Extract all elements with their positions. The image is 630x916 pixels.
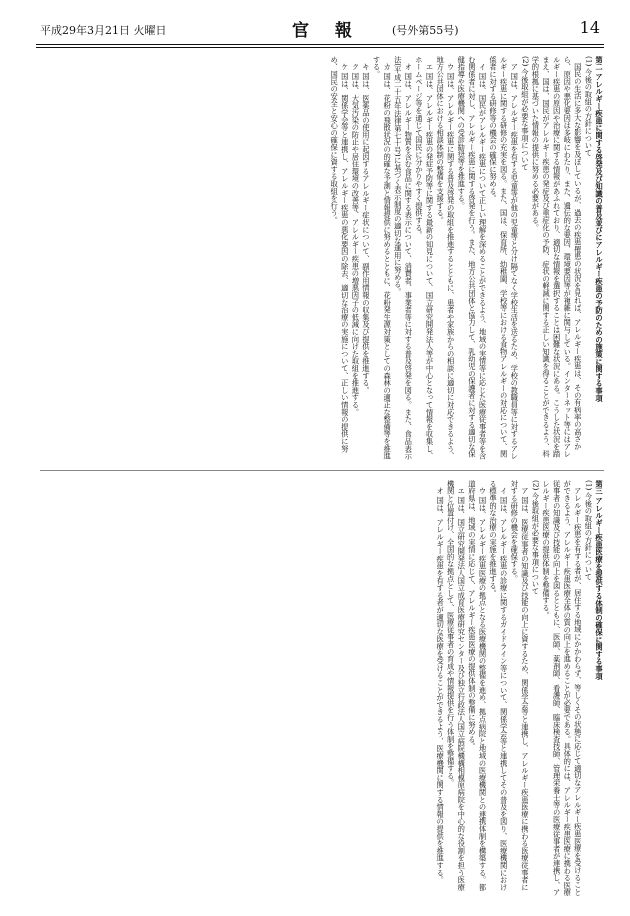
issue-number: (号外第55号) — [392, 24, 459, 37]
section-2-sub-u: ウ 国は、アレルギー疾患に関する普及啓発の取組を推進するとともに、患者や家族からの相談に適切に対応できるよう、地方公共団体における相談体制の整備を支援する。 — [436, 56, 456, 460]
upper-tier — [40, 56, 604, 464]
section-2-sub-a: ア 国は、アレルギー疾患を有する児童等が他の児童等と分け隔てなく学校生活を送るため、学校の教職員等に対するアレルギー疾患に関する研修の充実を図る。また、国は、保育所、幼稚園、学校等における食物アレルギーの対応について、関係者に対する研修等の機会の確保に努める。 — [489, 56, 520, 460]
section-2-column — [329, 56, 604, 464]
header-rule-bottom — [36, 47, 604, 48]
section-2-item-1-label: (1) 今後の取組の方針について — [584, 56, 594, 157]
section-2-sub-ku: ク 国は、大気汚染の防止や居住環境の改善等、アレルギー疾患の増悪因子の低減に向けた取組を推進する。 — [351, 63, 361, 417]
section-2-sub-ki: キ 国は、医薬品の使用に起因するアレルギー症状について、副作用情報の収集及び提供を推進する。 — [361, 63, 371, 395]
page-number: 14 — [579, 18, 600, 37]
gazette-title: 官 報 — [292, 21, 362, 41]
page-header — [0, 0, 630, 46]
section-3-sub-e: エ 国は、国立研究開発法人国立成育医療研究センター及び独立行政法人国立病院機構相模原病院を中心的な役割を担う医療機関と位置付け、全国的な拠点として、医療従事者の育成や情報提供を行う体制を整備する。 — [446, 480, 467, 892]
section-3-sub-a: ア 国は、医療従事者の知識及び技能の向上に資するため、関係学会等と連携し、アレルギー疾患医療に携わる医療従事者に対する研修の機会を確保する。 — [510, 480, 530, 892]
tier-divider — [40, 470, 604, 471]
header-rule-top — [36, 44, 604, 45]
section-3-sub-u: ウ 国は、アレルギー疾患医療の拠点となる医療機関の整備を進め、拠点病院と地域の医療機関との連携体制を構築する。都道府県は、地域の実情に応じて、アレルギー疾患医療の提供体制の整備に努める。 — [467, 480, 488, 892]
section-2-sub-ka: カ 国は、花粉の飛散状況の的確な予測と情報提供に努めるとともに、花粉発生源対策としての森林の適正な整備等を推進する。 — [372, 56, 393, 460]
issue-date: 平成29年3月21日 火曜日 — [40, 24, 167, 37]
page-body — [40, 56, 604, 898]
section-2-sub-e: エ 国は、アレルギー疾患の発症予防等に関する最新の知見について、国立研究開発法人等が中心となって情報を収集し、ホームページ等を通じて国民に分かりやすく提供する。 — [414, 56, 435, 460]
section-2-item-2-label: (2) 今後取組が必要な事項について — [520, 56, 530, 171]
section-2-item-1-text: 国民の生活に多大な影響を及ぼしているが、過去の疾患罹患の状況を見れば、アレルギー疾患は、その有病率の高さから、原因や悪化要因は多岐にわたり、また、遺伝的な要因、環境要因等が複雑に関与している。インターネット等にはアレルギー疾患の原因や治療に関する情報があふれており、適切な情報を選択することは困難な状況にある。こうした状況を踏まえ、国は、国民がアレルギー疾患の発症及び重症化の予防、症状の軽減に関する正しい知識を得ることができるよう、科学的根拠に基づいた情報の提供に努める必要がある。 — [531, 56, 583, 458]
section-3-column — [435, 480, 605, 898]
section-3-sub-o: オ 国は、アレルギー疾患を有する者が適切な医療を受けることができるよう、医療機関に関する情報の提供を推進する。 — [436, 487, 446, 884]
section-3-item-1-label: (1) 今後の取組の方針について — [584, 480, 594, 581]
section-2-sub-ke: ケ 国は、関係学会等と連携し、アレルギー疾患の悪化要因の除去、適切な治療の実施について、正しい情報の提供に努め、国民の安全と安心の確保に資する取組を行う。 — [330, 56, 350, 453]
lower-tier — [40, 480, 604, 898]
section-2-sub-o: オ 国は、アレルギー物質を含む食品に関する表示について、消費者、事業者等に対する普及啓発を図る。また、食品表示法(平成二十五年法律第七十号)に基づく表示制度の適切な運用に努める。 — [393, 56, 414, 460]
section-3-item-1-text: アレルギー疾患を有する者が、居住する地域にかかわらず、等しくその状態に応じて適切なアレルギー疾患医療を受けることができるよう、アレルギー疾患医療全体の質の向上を進めることが必要である。具体的には、アレルギー疾患医療に携わる医療従事者の知識及び技能の向上を図るとともに、医師、薬剤師、看護師、臨床検査技師、管理栄養士等の医療従事者が連携し、アレルギー疾患医療の提供体制を整備する。 — [542, 480, 583, 897]
section-3-title: 第三 アレルギー疾患医療を提供する体制の確保に関する事項 — [595, 480, 604, 680]
section-3-sub-i: イ 国は、アレルギー疾患の診療に関するガイドライン等について、関係学会等と連携してその普及を図り、医療機関における標準的な治療の実施を推進する。 — [489, 480, 509, 892]
section-3-item-2-label: (2) 今後取組が必要な事項について — [531, 480, 541, 595]
section-2-title: 第二 アレルギー疾患に関する啓発及び知識の普及並びにアレルギー疾患の予防のための施策に関する事項 — [595, 56, 604, 402]
section-2-sub-i: イ 国は、国民がアレルギー疾患について正しい理解を深めることができるよう、地域の実情等に応じた医療従事者等を含む関係者に対し、アレルギー疾患に関する啓発を行う。また、地方公共団体と協力して、乳幼児の保護者に対する適切な保健指導や医療機関への受診勧奨等を推進する。 — [457, 56, 488, 460]
